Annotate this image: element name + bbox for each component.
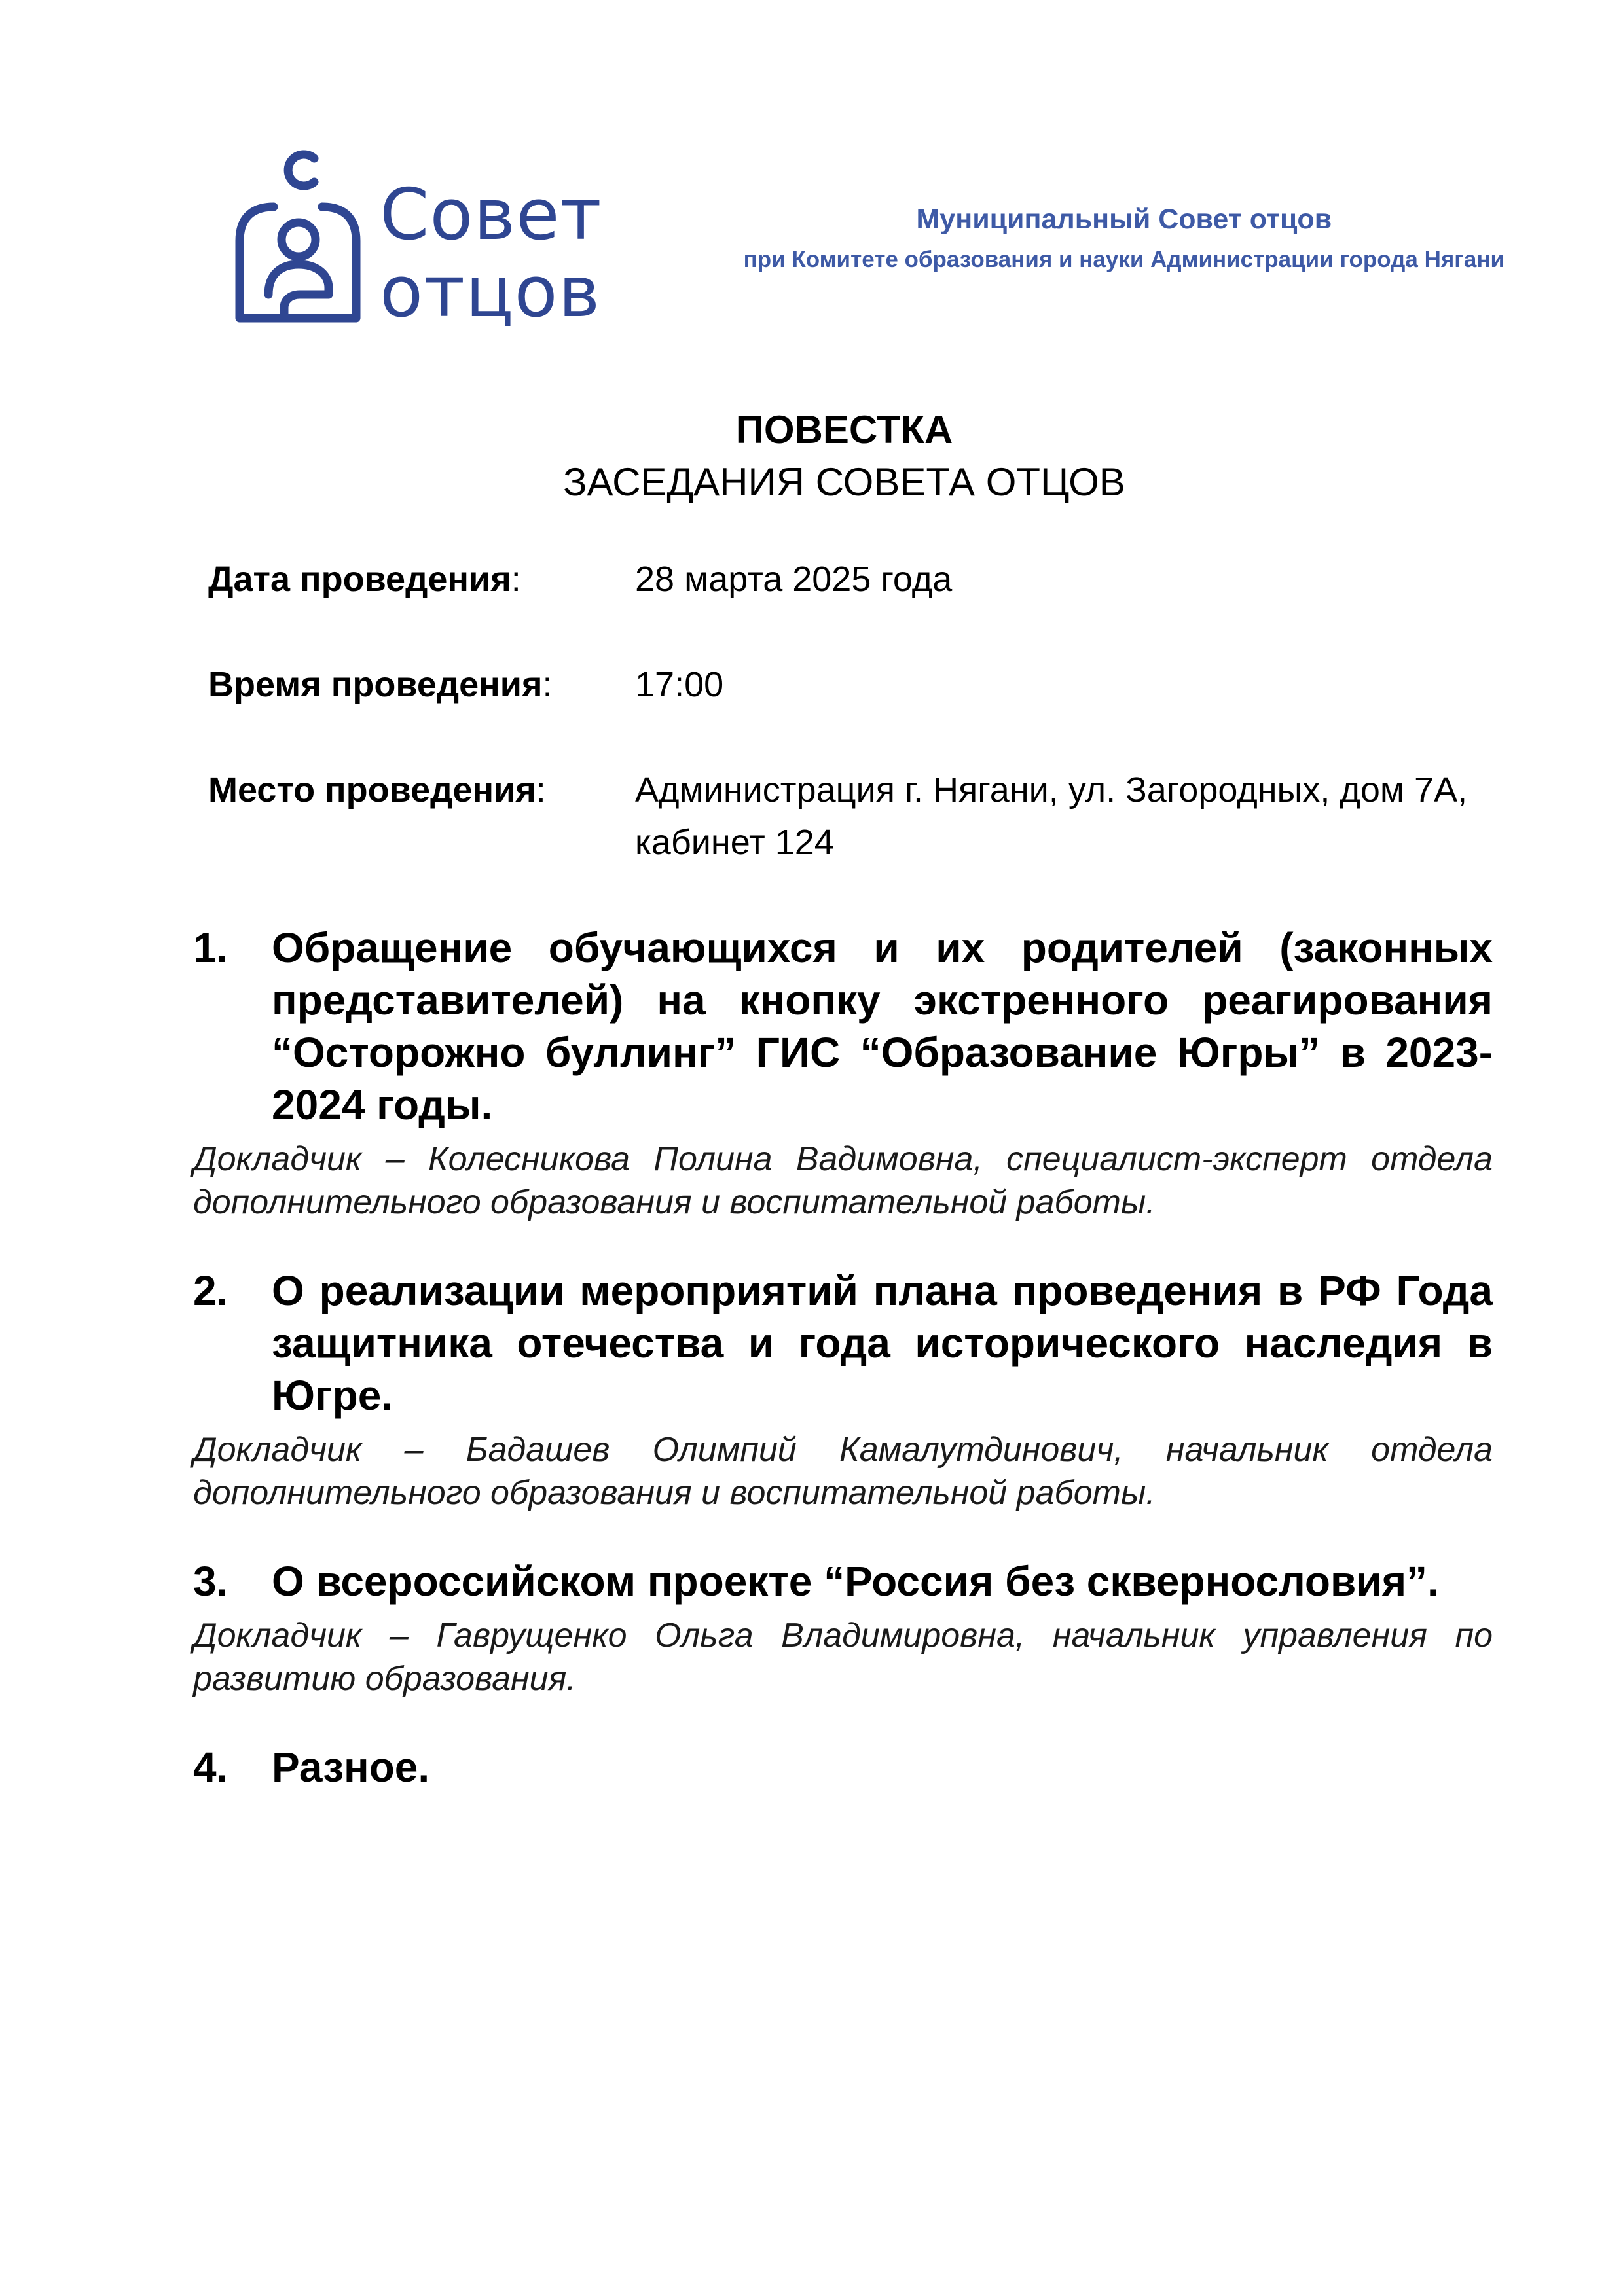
document-title-block — [0, 404, 1623, 509]
logo-wordmark — [380, 174, 602, 333]
agenda-item-title: 2. О реализации мероприятий плана проведения в РФ Года защитника отечества и года исторического наследия в Югре. — [193, 1265, 1493, 1422]
agenda-item — [193, 1265, 1493, 1515]
time-value: 17:00 — [635, 665, 724, 704]
agenda-item — [193, 922, 1493, 1224]
agenda-item-title: 3. О всероссийском проекте “Россия без сквернословия”. — [193, 1555, 1493, 1607]
date-row — [208, 553, 1491, 605]
logo-line-2: отцов — [380, 251, 601, 333]
agenda-item-number: 4. — [193, 1744, 228, 1791]
agenda-item-number: 2. — [193, 1267, 228, 1314]
place-value: Администрация г. Нягани, ул. Загородных, дом 7А, кабинет 124 — [635, 770, 1468, 862]
agenda-list — [193, 922, 1493, 1834]
organization-subtitle: при Комитете образования и науки Администрации города Нягани — [743, 247, 1504, 272]
logo-line-1: Совет — [380, 174, 602, 256]
agenda-item-speaker: Докладчик – Бадашев Олимпий Камалутдинович, начальник отдела дополнительного образования и воспитательной работы. — [193, 1431, 1493, 1512]
council-of-fathers-logo-icon — [234, 143, 362, 327]
agenda-item-speaker: Докладчик – Колесникова Полина Вадимовна, специалист-эксперт отдела дополнительного образования и воспитательной работы. — [193, 1140, 1493, 1221]
place-row — [208, 764, 1491, 869]
time-label: Время проведения: — [208, 665, 553, 704]
organization-title: Муниципальный Совет отцов — [916, 204, 1332, 235]
date-label: Дата проведения: — [208, 560, 521, 599]
agenda-item — [193, 1555, 1493, 1700]
place-label: Место проведения: — [208, 770, 546, 810]
meeting-details — [208, 553, 1491, 922]
agenda-item-speaker: Докладчик – Гаврущенко Ольга Владимировна, начальник управления по развитию образования. — [193, 1617, 1493, 1698]
agenda-item-title: 4. Разное. — [193, 1741, 1493, 1793]
document-subtitle: ЗАСЕДАНИЯ СОВЕТА ОТЦОВ — [563, 460, 1125, 504]
date-value: 28 марта 2025 года — [635, 560, 953, 599]
agenda-item-title: 1. Обращение обучающихся и их родителей (законных представителей) на кнопку экстренного реагирования “Осторожно буллинг” ГИС “Образование Югры” в 2023-2024 годы. — [193, 922, 1493, 1131]
organization-name — [744, 198, 1504, 279]
time-row — [208, 658, 1491, 711]
page-header — [234, 143, 1504, 339]
agenda-item-number: 3. — [193, 1558, 228, 1605]
agenda-item — [193, 1741, 1493, 1793]
document-title: ПОВЕСТКА — [735, 408, 953, 452]
agenda-item-number: 1. — [193, 924, 228, 971]
